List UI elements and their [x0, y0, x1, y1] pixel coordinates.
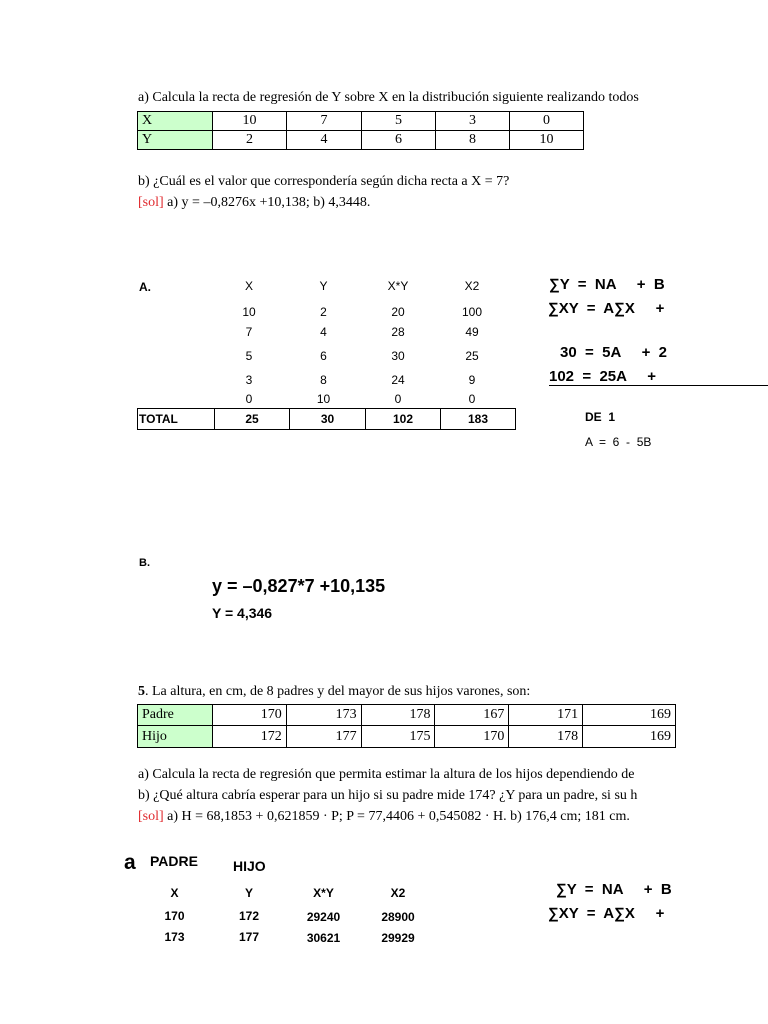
a-equation: A = 6 - 5B	[585, 435, 652, 449]
cell: 177	[238, 930, 260, 944]
equation-divider	[549, 385, 768, 386]
cell: 28900	[381, 910, 415, 924]
table-row	[138, 131, 584, 150]
table-cell: 170	[435, 726, 509, 748]
regression-result: Y = 4,346	[212, 605, 273, 621]
table-cell: 10	[213, 112, 287, 131]
table-cell: 8	[436, 131, 510, 150]
section-b-label: B.	[139, 557, 150, 569]
cell: 4	[320, 325, 327, 339]
row-label-y: Y	[138, 131, 213, 150]
cell: 30621	[306, 931, 341, 945]
heights-table-clip	[137, 704, 676, 748]
row-label-padre: Padre	[138, 705, 213, 726]
section-a-label: A.	[139, 280, 151, 294]
table-cell: 7	[287, 112, 362, 131]
cell: 20	[391, 305, 405, 319]
equation-sum-y: ∑Y = NA + B	[556, 881, 672, 898]
cell: 5	[245, 349, 253, 363]
de-1-label: DE 1	[585, 410, 616, 424]
problem-a-text: a) Calcula la recta de regresión de Y sobre X en la distribución siguiente realizando todos	[138, 90, 639, 105]
equation-sum-xy: ∑XY = A∑X +	[548, 905, 665, 922]
table-cell: 177	[286, 726, 361, 748]
cell: 25	[465, 349, 479, 363]
table-row	[138, 409, 516, 430]
total-label: TOTAL	[138, 409, 215, 430]
cell: 8	[320, 373, 327, 387]
cell: 28	[391, 325, 405, 339]
table-row	[138, 112, 584, 131]
cell: 173	[164, 930, 185, 944]
cell: 100	[461, 305, 483, 319]
hijo-heading: HIJO	[233, 858, 266, 874]
problem-5b-text: b) ¿Qué altura cabría esperar para un hijo si su padre mide 174? ¿Y para un padre, si su h	[138, 788, 638, 803]
xy-data-table	[137, 111, 584, 150]
cell: 10	[316, 392, 331, 406]
row-label-x: X	[138, 112, 213, 131]
padre-heading: PADRE	[150, 853, 198, 869]
table-cell: 3	[436, 112, 510, 131]
table-cell: 178	[361, 705, 435, 726]
table-cell: 6	[362, 131, 436, 150]
table-row	[138, 705, 676, 726]
table-cell: 171	[509, 705, 583, 726]
cell: 29929	[381, 931, 415, 945]
table-cell: 178	[509, 726, 583, 748]
problem-b-text: b) ¿Cuál es el valor que correspondería según dicha recta a X = 7?	[138, 174, 510, 189]
header-xy: X*Y	[313, 886, 334, 900]
regression-eval: y = –0,827*7 +10,135	[212, 576, 386, 596]
cell: 0	[245, 392, 253, 406]
header-xy: X*Y	[387, 279, 409, 293]
header-x2: X2	[390, 886, 406, 900]
row-label-hijo: Hijo	[138, 726, 213, 748]
sol-tag: [sol]	[138, 195, 164, 210]
cell: 3	[245, 373, 253, 387]
table-cell: 170	[212, 705, 286, 726]
equation-102: 102 = 25A +	[549, 368, 657, 385]
table-cell: 10	[510, 131, 584, 150]
table-cell: 0	[510, 112, 584, 131]
cell: 7	[245, 325, 253, 339]
cell: 170	[164, 909, 185, 923]
cell: 30	[391, 349, 405, 363]
total-row-table	[137, 408, 516, 430]
table-cell: 169	[583, 705, 676, 726]
problem-5a-text: a) Calcula la recta de regresión que permita estimar la altura de los hijos dependiendo de	[138, 767, 635, 782]
sol-tag: [sol]	[138, 809, 164, 824]
cell: 0	[394, 392, 402, 406]
equation-sum-y: ∑Y = NA + B	[549, 276, 665, 293]
table-cell: 172	[212, 726, 286, 748]
sol-text: a) H = 68,1853 + 0,621859 · P; P = 77,4406 + 0,545082 · H. b) 176,4 cm; 181 cm.	[163, 809, 630, 824]
cell: 49	[465, 325, 479, 339]
table-cell: 173	[286, 705, 361, 726]
table-cell: 5	[362, 112, 436, 131]
table-cell: 4	[287, 131, 362, 150]
equation-30: 30 = 5A + 2	[560, 344, 668, 361]
solution-line	[138, 195, 370, 211]
cell: 2	[320, 305, 327, 319]
sol-text: a) y = –0,8276x +10,138; b) 4,3448.	[163, 195, 371, 210]
header-x: X	[170, 886, 179, 900]
cell: 0	[468, 392, 476, 406]
problem-5-intro	[138, 684, 530, 700]
header-y: Y	[244, 886, 253, 900]
table-row	[138, 726, 676, 748]
total-x2: 183	[441, 409, 516, 430]
equation-sum-xy: ∑XY = A∑X +	[548, 300, 665, 317]
heights-table	[137, 704, 676, 748]
header-x: X	[244, 279, 253, 293]
table-cell: 2	[213, 131, 287, 150]
problem-5-text: . La altura, en cm, de 8 padres y del mayor de sus hijos varones, son:	[145, 684, 531, 699]
solution-line-5	[138, 809, 630, 825]
cell: 24	[391, 373, 405, 387]
total-y: 30	[290, 409, 366, 430]
table-cell: 175	[361, 726, 435, 748]
cell: 9	[468, 373, 476, 387]
table-cell: 167	[435, 705, 509, 726]
cell: 6	[320, 349, 327, 363]
cell: 172	[238, 909, 260, 923]
cell: 10	[242, 305, 256, 319]
header-x2: X2	[464, 279, 480, 293]
cell: 29240	[306, 910, 341, 924]
header-y: Y	[319, 279, 328, 293]
total-xy: 102	[366, 409, 441, 430]
section-a2-label: a	[124, 851, 136, 874]
table-cell: 169	[583, 726, 676, 748]
total-x: 25	[215, 409, 290, 430]
problem-number: 5	[138, 684, 145, 699]
